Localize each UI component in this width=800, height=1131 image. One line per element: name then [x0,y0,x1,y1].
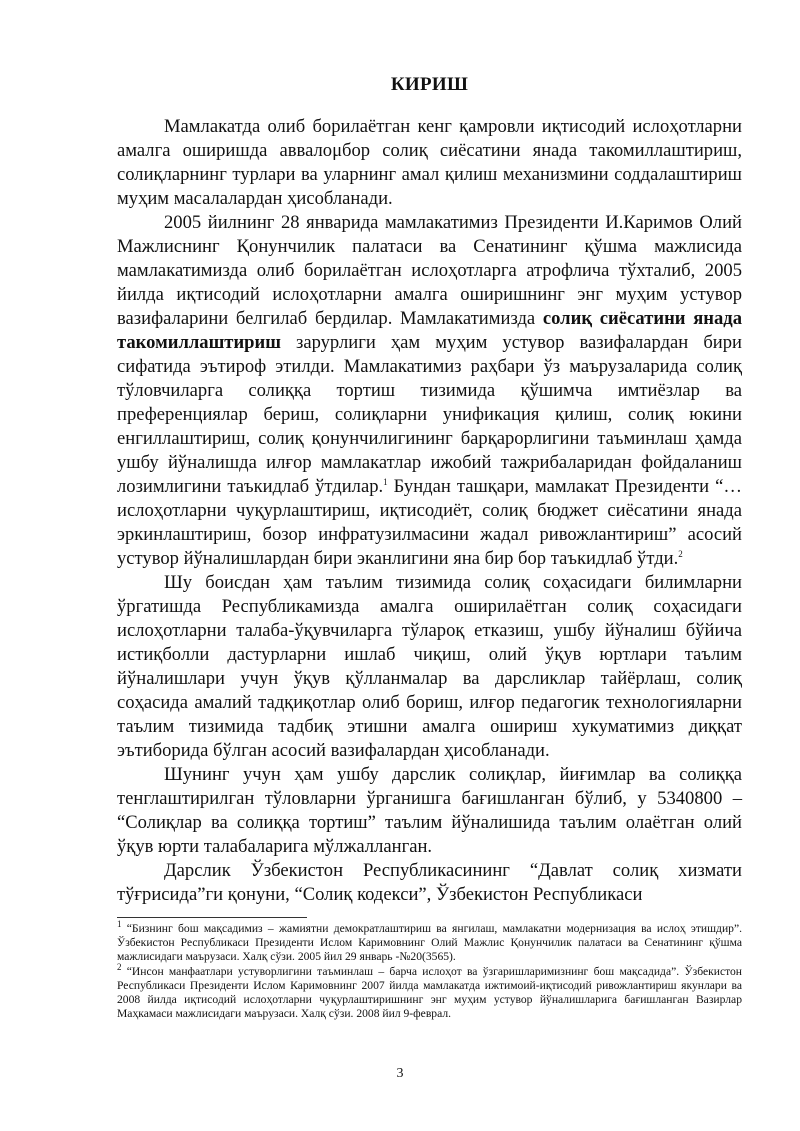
page-number: 3 [396,1066,404,1081]
paragraph-5: Дарслик Ўзбекистон Республикасининг “Давлат солиқ хизмати тўғрисида”ги қонуни, “Солиқ кодекси”, Ўзбекистон Республикаси [117,860,742,905]
paragraph-1: Мамлакатда олиб борилаётган кенг қамровли иқтисодий ислоҳотларни амалга оширишда аввалομбор солиқ сиёсатини янада такомиллаштириш, солиқларнинг турлари ва уларнинг амал қилиш механизмини соддалаштириш муҳим масалалардан ҳисобланади. [117,116,742,209]
footnote-ref-2[interactable]: 2 [678,548,683,559]
document-page [117,74,742,1021]
footnote-2-mark: 2 [117,961,122,972]
footnote-1-text: “Бизнинг бош мақсадимиз – жамиятни демократлаштириш ва янгилаш, мамлакатни модернизация ва ислоҳ этишдир”. Ўзбекистон Республикаси Президенти Ислом Каримовнинг Олий Мажлис Қонунчилик палатаси ва Сенатининг қўшма мажлисидаги маърузаси. Халқ сўзи. 2005 йил 29 январь -№20(3565). [117,922,742,964]
paragraph-2-text-b: зарурлиги ҳам муҳим устувор вазифалардан бири сифатида эътироф этилди. Мамлакатимиз раҳбари ўз маърузаларида солиқ тўловчиларга солиққа тортиш тизимида қўшимча имтиёзлар ва преференциялар бериш, солиқларни унификация қилиш, солиқ юкини енгиллаштириш, солиқ қонунчилигининг барқарорлигини таъминлаш ҳамда ушбу йўналишда илғор мамлакатлар ижобий тажрибаларидан фойдаланиш лозимлигини таъкидлаб ўтдилар. [117,332,742,497]
paragraph-4: Шунинг учун ҳам ушбу дарслик солиқлар, йиғимлар ва солиққа тенглаштирилган тўловларни ўрганишга бағишланган бўлиб, у 5340800 – “Солиқлар ва солиққа тортиш” таълим йўналишида таълим олаётган олий ўқув юрти талабаларига мўлжалланган. [117,764,742,857]
footnote-2 [117,961,742,1022]
footnote-separator [117,917,307,918]
page-title: КИРИШ [390,74,469,95]
footnote-1 [117,919,742,965]
paragraph-3: Шу боисдан ҳам таълим тизимида солиқ соҳасидаги билимларни ўргатишда Республикамизда амалга оширилаётган солиқ соҳасидаги ислоҳотларни талаба-ўқувчиларга тўлароқ етказиш, ушбу йўналиш бўйича истиқболли дастурларни ишлаб чиқиш, олий ўқув юртлари таълим йўналишлари учун ўқув қўлланмалар ва дарсликлар тайёрлаш, солиқ соҳасида амалий тадқиқотлар олиб бориш, илғор педагогик технологияларни таълим тизимида тадбиқ этишни амалга ошириш хукуматимиз диққат эътиборида бўлган асосий вазифалардан ҳисобланади. [117,572,742,761]
footnote-1-mark: 1 [117,919,122,930]
body-text [117,115,742,907]
paragraph-2-text-c: Бундан ташқари, мамлакат Президенти “… ислоҳотларни чуқурлаштириш, иқтисодиёт, солиқ бюджет сиёсатини янада эркинлаштириш, бозор инфратузилмасини жадал ривожлантириш” асосий устувор йўналишлардан бири эканлигини яна бир бор таъкидлаб ўтди. [117,476,742,569]
footnote-ref-1[interactable]: 1 [383,476,388,487]
footnote-2-text: “Инсон манфаатлари устуворлигини таъминлаш – барча ислоҳот ва ўзгаришларимизнинг бош мақсадида”. Ўзбекистон Республикаси Президенти Ислом Каримовнинг 2007 йилда мамлакатда ижтимоий-иқтисодий ривожлантириш якунлари ва 2008 йилда иқтисодий ислоҳотларни чуқурлаштиришнинг энг муҳим устувор йўналишларига бағишланган Вазирлар Маҳкамаси мажлисидаги маърузаси. Халқ сўзи. 2008 йил 9-феврал. [117,964,742,1021]
paragraph-2-text-a: 2005 йилнинг 28 январида мамлакатимиз Президенти И.Каримов Олий Мажлиснинг Қонунчилик палатаси ва Сенатининг қўшма мажлисида мамлакатимизда олиб борилаётган ислоҳотларга атрофлича тўхталиб, 2005 йилда иқтисодий ислоҳотларни амалга оширишнинг энг муҳим устувор вазифаларини белгилаб бердилар. Мамлакатимизда [117,212,742,329]
paragraph-2 [117,211,742,571]
paragraph-2-bold-phrase: солиқ сиёсатини янада такомиллаштириш [117,308,742,353]
